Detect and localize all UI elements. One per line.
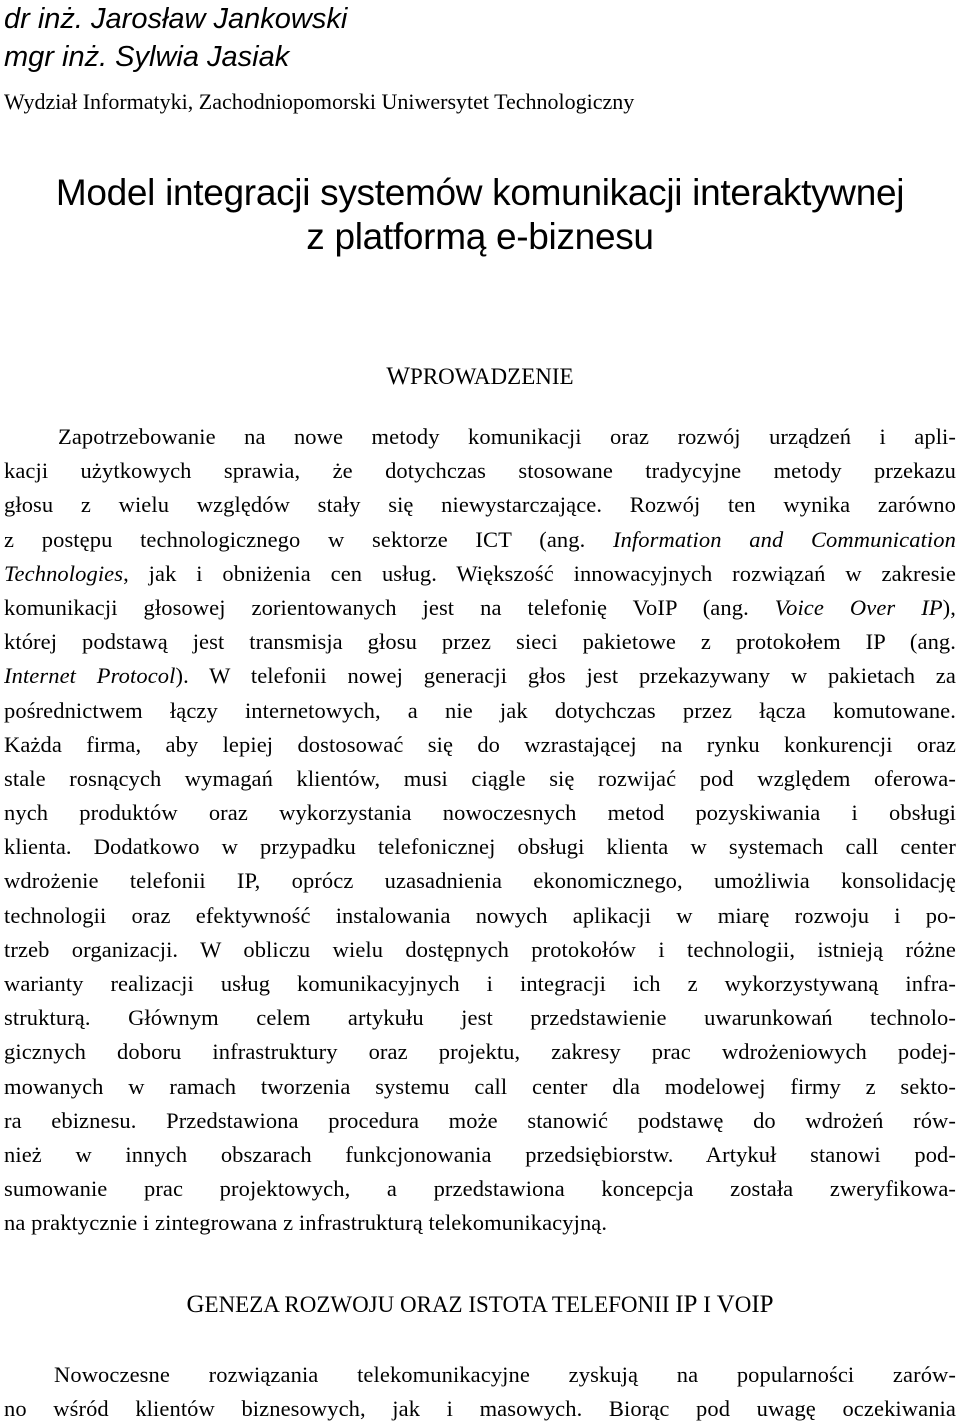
text-line: nych produktów oraz wykorzystania nowoczesnych metod pozyskiwania i obsługi bbox=[4, 800, 956, 826]
text-line: gicznych doboru infrastruktury oraz projektu, zakresy prac wdrożeniowych podej- bbox=[4, 1039, 956, 1065]
text-line: nież w innych obszarach funkcjonowania przedsiębiorstw. Artykuł stanowi pod- bbox=[4, 1141, 956, 1167]
italic-term: Voice Over IP bbox=[774, 594, 943, 620]
italic-term: Internet Protocol bbox=[4, 663, 176, 689]
text-segment: komunikacji głosowej zorientowanych jest na telefonię VoIP (ang. bbox=[4, 594, 775, 620]
text-line: głosu z wielu względów stały się niewystarczające. Rozwój ten wynika zarówno bbox=[4, 492, 956, 518]
text-line: warianty realizacji usług komunikacyjnych i integracji ich z wykorzystywaną infra- bbox=[4, 971, 956, 996]
text-line: wdrożenie telefonii IP, oprócz uzasadnienia ekonomicznego, umożliwia konsolidację bbox=[4, 868, 956, 894]
text-line: ra ebiznesu. Przedstawiona procedura może stanowić podstawę do wdrożeń rów- bbox=[4, 1107, 956, 1133]
text-line: klienta. Dodatkowo w przypadku telefonicznej obsługi klienta w systemach call center bbox=[4, 834, 956, 860]
text-segment: ), bbox=[942, 594, 956, 620]
paper-title-line-2: z platformą e-biznesu bbox=[306, 216, 654, 257]
text-line: Nowoczesne rozwiązania telekomunikacyjne zyskują na popularności zarów- bbox=[54, 1362, 956, 1387]
heading-segment: I bbox=[697, 1292, 717, 1317]
text-line bbox=[4, 557, 956, 591]
heading-segment: IP bbox=[751, 1291, 774, 1318]
heading-initial: W bbox=[386, 363, 411, 390]
author-name-1: dr inż. Jarosław Jankowski bbox=[4, 3, 348, 35]
italic-term: Information and Communication bbox=[612, 526, 956, 552]
text-line: strukturą. Głównym celem artykułu jest przedstawienie uwarunkowań technolo- bbox=[4, 1005, 956, 1031]
heading-initial: G bbox=[186, 1291, 205, 1318]
text-line: trzeb organizacji. W obliczu wielu dostępnych protokołów i technologii, istnieją różne bbox=[4, 936, 956, 962]
text-line: Zapotrzebowanie na nowe metody komunikacji oraz rozwój urządzeń i apli- bbox=[58, 424, 956, 449]
text-line: kacji użytkowych sprawia, że dotychczas stosowane tradycyjne metody przekazu bbox=[4, 458, 956, 484]
text-segment: ). W telefonii nowej generacji głos jest przekazywany w pakietach za bbox=[175, 663, 956, 689]
text-line: na praktycznie i zintegrowana z infrastrukturą telekomunikacyjną. bbox=[4, 1210, 608, 1236]
text-line bbox=[4, 659, 956, 693]
text-line: której podstawą jest transmisja głosu przez sieci pakietowe z protokołem IP (ang. bbox=[4, 629, 956, 655]
text-line: mowanych w ramach tworzenia systemu call center dla modelowej firmy z sekto- bbox=[4, 1073, 956, 1099]
heading-rest: PROWADZENIE bbox=[410, 364, 574, 389]
introduction-paragraph bbox=[4, 420, 956, 1241]
heading-segment: IP bbox=[675, 1291, 698, 1318]
paper-title-line-1: Model integracji systemów komunikacji interaktywnej bbox=[55, 172, 905, 213]
affiliation: Wydział Informatyki, Zachodniopomorski Uniwersytet Technologiczny bbox=[4, 89, 635, 114]
text-segment: , jak i obniżenia cen usług. Większość innowacyjnych rozwiązań w zakresie bbox=[123, 560, 956, 586]
italic-term: Technologies bbox=[4, 560, 124, 586]
text-line: Każda firma, aby lepiej dostosować się do wzrastającej na rynku konkurencji oraz bbox=[4, 731, 956, 757]
text-segment: z postępu technologicznego w sektorze ICT (ang. bbox=[4, 526, 613, 552]
section-heading-genesis bbox=[0, 1289, 960, 1321]
text-line: technologii oraz efektywność instalowania nowych aplikacji w miarę rozwoju i po- bbox=[4, 902, 956, 928]
text-line bbox=[4, 591, 956, 625]
heading-segment: V bbox=[716, 1291, 735, 1318]
text-line: pośrednictwem łączy internetowych, a nie jak dotychczas przez łącza komutowane. bbox=[4, 697, 956, 723]
author-name-2: mgr inż. Sylwia Jasiak bbox=[4, 41, 290, 73]
text-line bbox=[4, 523, 956, 557]
heading-segment: O bbox=[734, 1292, 752, 1317]
genesis-paragraph bbox=[4, 1358, 956, 1426]
text-line: stale rosnących wymagań klientów, musi ciągle się rozwijać pod względem oferowa- bbox=[4, 765, 956, 791]
text-line: sumowanie prac projektowych, a przedstawiona koncepcja została zweryfikowa- bbox=[4, 1176, 956, 1202]
text-line: no wśród klientów biznesowych, jak i masowych. Biorąc pod uwagę oczekiwania bbox=[4, 1396, 956, 1422]
heading-segment: ENEZA ROZWOJU ORAZ ISTOTA TELEFONII bbox=[204, 1292, 676, 1317]
section-heading-introduction bbox=[0, 361, 960, 393]
